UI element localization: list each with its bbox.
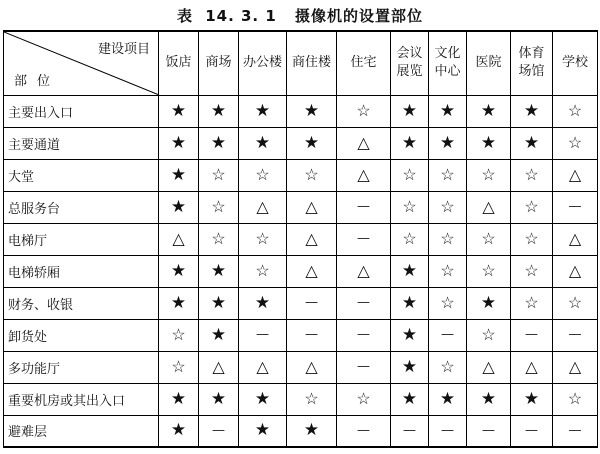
camera-placement-table: [3, 30, 598, 448]
column-header: [239, 31, 287, 95]
mark-symbol: △: [482, 196, 495, 216]
mark-symbol: ☆: [402, 228, 417, 248]
mark-cell: [337, 351, 391, 383]
mark-cell: [199, 95, 239, 127]
mark-symbol: ☆: [255, 228, 270, 248]
mark-symbol: —: [357, 359, 370, 374]
mark-cell: [337, 287, 391, 319]
column-header: [159, 31, 199, 95]
table-title-prefix: 表: [176, 7, 193, 25]
mark-cell: [553, 287, 598, 319]
mark-symbol: ☆: [524, 228, 539, 248]
mark-cell: [429, 351, 467, 383]
mark-symbol: —: [441, 327, 454, 342]
mark-symbol: ★: [210, 100, 227, 121]
mark-symbol: ★: [401, 356, 418, 377]
mark-symbol: ★: [210, 132, 227, 153]
mark-symbol: ☆: [481, 324, 496, 344]
mark-symbol: ★: [254, 420, 271, 441]
column-header-line: 展览: [396, 64, 423, 80]
mark-cell: [239, 351, 287, 383]
mark-cell: [391, 223, 429, 255]
mark-cell: [287, 319, 337, 351]
mark-symbol: ★: [523, 388, 540, 409]
row-label: 电梯轿厢: [4, 255, 159, 287]
mark-cell: [287, 191, 337, 223]
mark-cell: [429, 319, 467, 351]
mark-cell: [199, 223, 239, 255]
mark-symbol: ★: [170, 196, 187, 217]
mark-symbol: ☆: [255, 164, 270, 184]
row-label: 大堂: [4, 159, 159, 191]
mark-cell: [553, 223, 598, 255]
mark-symbol: ★: [439, 132, 456, 153]
mark-cell: [429, 191, 467, 223]
mark-symbol: △: [256, 196, 269, 216]
mark-cell: [511, 127, 553, 159]
mark-symbol: —: [525, 422, 538, 438]
mark-symbol: —: [568, 199, 582, 214]
mark-cell: [467, 415, 511, 447]
mark-cell: [429, 287, 467, 319]
table-row: [4, 415, 598, 447]
mark-cell: [337, 415, 391, 447]
mark-symbol: ★: [170, 132, 187, 153]
mark-cell: [239, 127, 287, 159]
mark-cell: [429, 95, 467, 127]
table-body: [4, 95, 598, 447]
corner-row-label: 部位: [14, 73, 61, 89]
mark-cell: [199, 415, 239, 447]
mark-symbol: ☆: [567, 388, 583, 408]
mark-symbol: △: [305, 260, 318, 280]
column-header: [391, 31, 429, 95]
mark-cell: [239, 415, 287, 447]
mark-symbol: ★: [523, 132, 540, 153]
mark-symbol: ★: [210, 260, 227, 281]
table-row: [4, 287, 598, 319]
mark-cell: [159, 319, 199, 351]
mark-symbol: —: [568, 422, 582, 438]
mark-cell: [553, 127, 598, 159]
mark-symbol: ★: [303, 420, 320, 441]
mark-cell: [239, 287, 287, 319]
column-header-line: 文化: [434, 46, 461, 62]
mark-cell: [239, 383, 287, 415]
mark-cell: [429, 383, 467, 415]
mark-cell: [429, 415, 467, 447]
mark-cell: [391, 127, 429, 159]
mark-cell: [159, 415, 199, 447]
mark-symbol: △: [568, 164, 582, 184]
mark-cell: [287, 351, 337, 383]
mark-cell: [467, 351, 511, 383]
mark-cell: [553, 383, 598, 415]
mark-cell: [553, 415, 598, 447]
mark-symbol: ★: [210, 388, 227, 409]
table-row: [4, 383, 598, 415]
mark-symbol: ★: [303, 132, 320, 153]
mark-cell: [159, 127, 199, 159]
mark-cell: [199, 159, 239, 191]
mark-symbol: ★: [523, 100, 540, 121]
mark-symbol: ☆: [304, 164, 319, 184]
mark-cell: [159, 223, 199, 255]
mark-symbol: △: [305, 228, 318, 248]
mark-cell: [511, 383, 553, 415]
mark-cell: [391, 383, 429, 415]
mark-symbol: △: [482, 356, 495, 376]
mark-symbol: ☆: [481, 260, 496, 280]
column-header-line: 办公楼: [242, 55, 282, 71]
column-header-line: 医院: [475, 55, 502, 71]
mark-symbol: —: [482, 422, 495, 438]
table-row: [4, 255, 598, 287]
column-header-line: 商场: [205, 55, 232, 71]
mark-cell: [553, 319, 598, 351]
mark-symbol: ★: [170, 388, 187, 409]
mark-cell: [391, 95, 429, 127]
column-header: [199, 31, 239, 95]
mark-symbol: △: [256, 356, 269, 376]
mark-symbol: —: [212, 422, 225, 438]
mark-cell: [553, 191, 598, 223]
mark-cell: [337, 223, 391, 255]
mark-symbol: ☆: [440, 356, 455, 376]
table-row: [4, 127, 598, 159]
mark-symbol: ★: [401, 132, 418, 153]
mark-cell: [429, 159, 467, 191]
mark-symbol: ☆: [171, 324, 186, 344]
row-label: 电梯厅: [4, 223, 159, 255]
column-header-line: 会议: [396, 46, 423, 62]
mark-symbol: ☆: [481, 228, 496, 248]
corner-cell: [4, 31, 159, 95]
mark-symbol: ★: [303, 100, 320, 121]
mark-cell: [511, 95, 553, 127]
mark-cell: [239, 223, 287, 255]
mark-cell: [391, 415, 429, 447]
mark-symbol: —: [357, 327, 370, 342]
mark-cell: [467, 383, 511, 415]
mark-cell: [467, 255, 511, 287]
mark-symbol: △: [568, 228, 582, 248]
mark-cell: [429, 255, 467, 287]
mark-cell: [337, 319, 391, 351]
mark-cell: [511, 319, 553, 351]
mark-symbol: ☆: [440, 228, 455, 248]
mark-symbol: —: [256, 327, 269, 342]
row-label: 总服务台: [4, 191, 159, 223]
table-title: [0, 4, 600, 28]
mark-symbol: ★: [170, 260, 187, 281]
mark-symbol: —: [305, 295, 318, 310]
mark-cell: [239, 255, 287, 287]
table-row: [4, 191, 598, 223]
mark-cell: [467, 223, 511, 255]
column-header: [553, 31, 598, 95]
mark-cell: [511, 287, 553, 319]
mark-cell: [553, 95, 598, 127]
mark-cell: [287, 95, 337, 127]
mark-symbol: △: [568, 356, 582, 376]
mark-cell: [467, 191, 511, 223]
table-row: [4, 319, 598, 351]
mark-cell: [287, 383, 337, 415]
mark-cell: [199, 383, 239, 415]
mark-symbol: ☆: [211, 196, 226, 216]
mark-cell: [337, 255, 391, 287]
mark-cell: [467, 95, 511, 127]
mark-cell: [287, 223, 337, 255]
mark-cell: [239, 159, 287, 191]
mark-cell: [159, 287, 199, 319]
mark-symbol: △: [305, 356, 318, 376]
row-label: 多功能厅: [4, 351, 159, 383]
column-header-line: 体育: [518, 46, 545, 62]
mark-symbol: ★: [254, 292, 271, 313]
column-header-line: 住宅: [350, 55, 377, 71]
mark-cell: [511, 415, 553, 447]
table-number: 14. 3. 1: [205, 7, 277, 25]
mark-cell: [511, 255, 553, 287]
mark-cell: [159, 351, 199, 383]
mark-cell: [159, 191, 199, 223]
mark-symbol: ☆: [440, 292, 455, 312]
mark-cell: [159, 255, 199, 287]
mark-cell: [467, 127, 511, 159]
mark-cell: [467, 319, 511, 351]
mark-symbol: ☆: [356, 388, 371, 408]
mark-symbol: ☆: [440, 164, 455, 184]
mark-cell: [199, 287, 239, 319]
column-header: [287, 31, 337, 95]
mark-symbol: ★: [210, 324, 227, 345]
mark-symbol: ☆: [481, 164, 496, 184]
mark-cell: [467, 159, 511, 191]
mark-symbol: ☆: [211, 164, 226, 184]
mark-symbol: △: [357, 164, 370, 184]
mark-cell: [391, 287, 429, 319]
column-header-line: 中心: [434, 64, 461, 80]
mark-symbol: ☆: [567, 292, 583, 312]
mark-symbol: ☆: [171, 356, 186, 376]
mark-symbol: ★: [480, 132, 497, 153]
mark-cell: [553, 351, 598, 383]
mark-cell: [239, 319, 287, 351]
mark-symbol: ☆: [567, 132, 583, 152]
table-row: [4, 159, 598, 191]
mark-symbol: ★: [401, 260, 418, 281]
row-label: 主要出入口: [4, 95, 159, 127]
mark-symbol: ☆: [356, 100, 371, 120]
mark-cell: [511, 191, 553, 223]
mark-symbol: ☆: [402, 164, 417, 184]
mark-symbol: ★: [401, 324, 418, 345]
mark-symbol: —: [305, 327, 318, 342]
column-header-line: 学校: [561, 55, 588, 71]
mark-symbol: —: [441, 422, 454, 438]
mark-symbol: ☆: [524, 292, 539, 312]
mark-symbol: ☆: [567, 100, 583, 120]
mark-symbol: ☆: [402, 196, 417, 216]
mark-cell: [511, 351, 553, 383]
mark-cell: [159, 95, 199, 127]
row-label: 卸货处: [4, 319, 159, 351]
mark-symbol: ★: [480, 388, 497, 409]
column-header-line: 商住楼: [291, 55, 331, 71]
mark-symbol: ★: [401, 292, 418, 313]
mark-cell: [287, 159, 337, 191]
mark-symbol: ★: [170, 292, 187, 313]
mark-cell: [429, 127, 467, 159]
mark-symbol: ★: [210, 292, 227, 313]
mark-cell: [391, 351, 429, 383]
header-row: [4, 31, 598, 95]
mark-symbol: △: [568, 260, 582, 280]
mark-symbol: ★: [480, 292, 497, 313]
mark-cell: [287, 127, 337, 159]
mark-cell: [287, 255, 337, 287]
mark-symbol: ★: [254, 388, 271, 409]
mark-symbol: △: [305, 196, 318, 216]
mark-symbol: ☆: [211, 228, 226, 248]
table-row: [4, 223, 598, 255]
mark-cell: [337, 191, 391, 223]
mark-cell: [391, 191, 429, 223]
mark-cell: [391, 159, 429, 191]
mark-symbol: ☆: [440, 196, 455, 216]
mark-cell: [199, 255, 239, 287]
mark-cell: [511, 159, 553, 191]
mark-symbol: ★: [439, 100, 456, 121]
mark-cell: [199, 127, 239, 159]
row-label: 财务、收银: [4, 287, 159, 319]
mark-symbol: ☆: [440, 260, 455, 280]
mark-cell: [239, 95, 287, 127]
mark-symbol: ★: [170, 420, 187, 441]
mark-cell: [511, 223, 553, 255]
mark-symbol: —: [357, 199, 370, 214]
mark-cell: [429, 223, 467, 255]
table-title-text: 摄像机的设置部位: [295, 7, 424, 25]
column-header-line: 场馆: [518, 64, 545, 80]
column-header: [511, 31, 553, 95]
mark-symbol: ★: [170, 164, 187, 185]
mark-symbol: ★: [401, 100, 418, 121]
mark-cell: [287, 287, 337, 319]
mark-symbol: —: [568, 327, 582, 342]
column-header-line: 饭店: [165, 55, 192, 71]
mark-cell: [199, 191, 239, 223]
mark-symbol: △: [525, 356, 538, 376]
mark-cell: [199, 351, 239, 383]
table-row: [4, 351, 598, 383]
mark-symbol: ☆: [524, 164, 539, 184]
row-label: 重要机房或其出入口: [4, 383, 159, 415]
mark-cell: [467, 287, 511, 319]
mark-symbol: ★: [170, 100, 187, 121]
mark-symbol: ☆: [304, 388, 319, 408]
mark-symbol: ★: [401, 388, 418, 409]
row-label: 主要通道: [4, 127, 159, 159]
mark-cell: [287, 415, 337, 447]
table-row: [4, 95, 598, 127]
column-header: [429, 31, 467, 95]
mark-symbol: ★: [439, 388, 456, 409]
mark-cell: [159, 159, 199, 191]
mark-cell: [553, 255, 598, 287]
mark-cell: [391, 319, 429, 351]
mark-cell: [337, 127, 391, 159]
row-label: 避难层: [4, 415, 159, 447]
column-header: [337, 31, 391, 95]
mark-symbol: ★: [254, 132, 271, 153]
corner-column-label: 建设项目: [97, 42, 150, 57]
mark-symbol: △: [212, 356, 225, 376]
mark-cell: [553, 159, 598, 191]
mark-cell: [159, 383, 199, 415]
mark-symbol: —: [403, 422, 416, 438]
mark-symbol: ☆: [255, 260, 270, 280]
mark-symbol: —: [357, 422, 370, 438]
mark-cell: [239, 191, 287, 223]
mark-cell: [337, 383, 391, 415]
mark-cell: [391, 255, 429, 287]
mark-symbol: △: [357, 260, 370, 280]
column-header: [467, 31, 511, 95]
mark-symbol: △: [357, 132, 370, 152]
mark-cell: [199, 319, 239, 351]
mark-symbol: ★: [480, 100, 497, 121]
mark-cell: [337, 95, 391, 127]
mark-symbol: △: [172, 228, 185, 248]
mark-symbol: —: [357, 295, 370, 310]
mark-symbol: —: [357, 231, 370, 246]
mark-symbol: ☆: [524, 196, 539, 216]
mark-symbol: ☆: [524, 260, 539, 280]
mark-cell: [337, 159, 391, 191]
mark-symbol: ★: [254, 100, 271, 121]
mark-symbol: —: [525, 327, 538, 342]
